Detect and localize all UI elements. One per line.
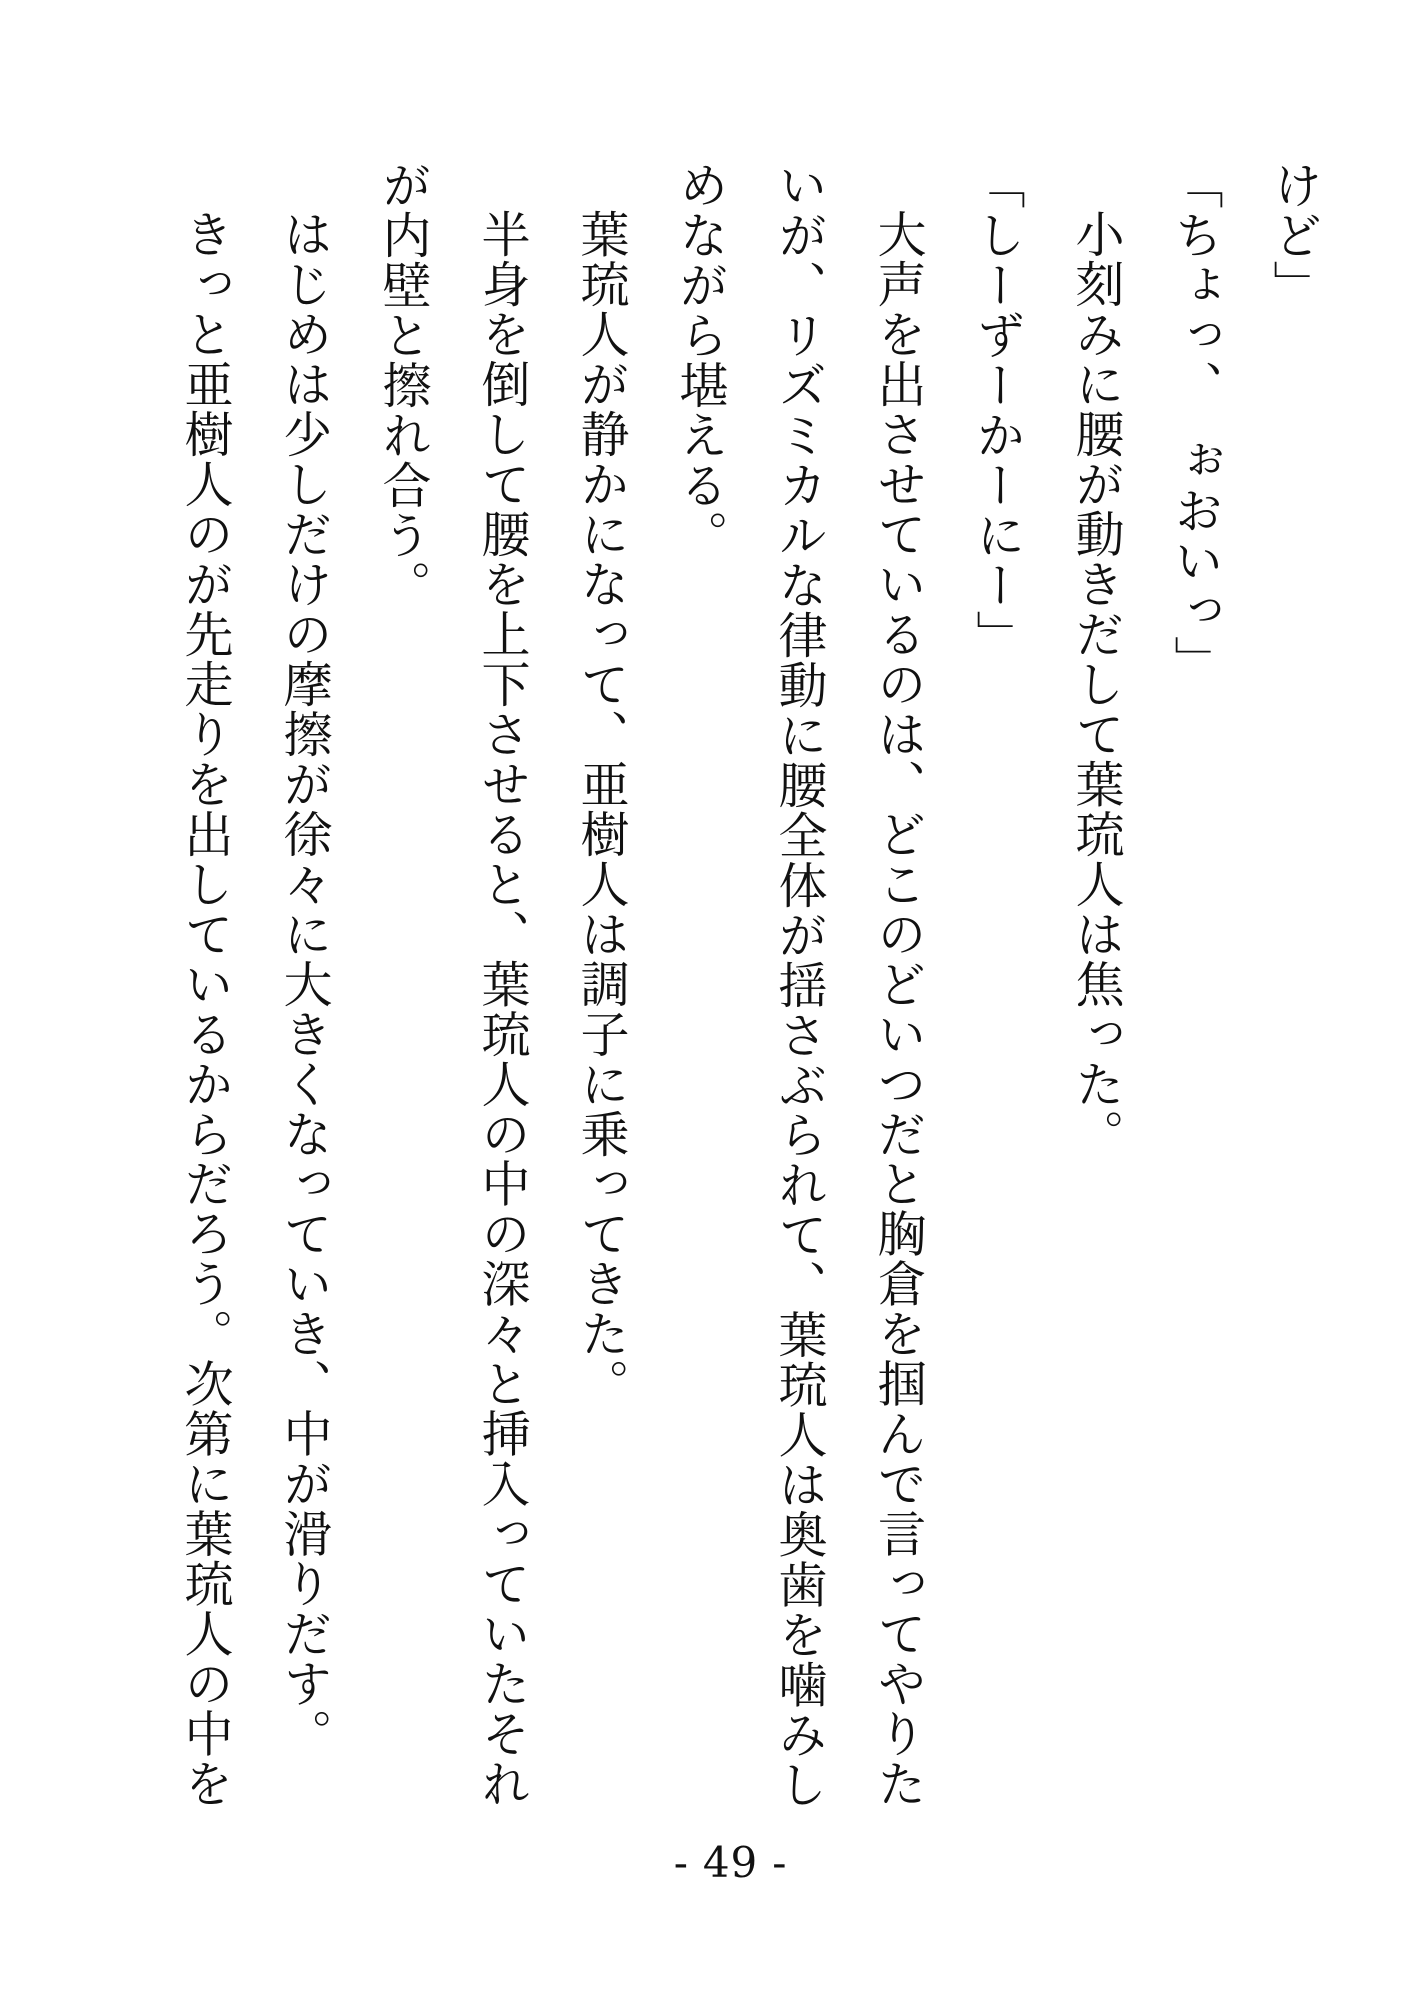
text-line: きっと亜樹人のが先走りを出しているからだろう。次第に葉琉人の中を xyxy=(177,209,234,1809)
text-line: 小刻みに腰が動きだして葉琉人は焦った。 xyxy=(1068,209,1125,1159)
text-line: けど」 xyxy=(1266,160,1323,310)
text-line: 「しーずーかーにー」 xyxy=(969,160,1026,660)
text-line: はじめは少しだけの摩擦が徐々に大きくなっていき、中が滑りだす。 xyxy=(276,209,333,1759)
text-block xyxy=(156,160,1344,1832)
text-line: めながら堪える。 xyxy=(672,160,729,560)
page-number: - 49 - xyxy=(673,1838,788,1887)
text-line: 大声を出させているのは、どこのどいつだと胸倉を掴んで言ってやりた xyxy=(870,209,927,1809)
text-line: 葉琉人が静かになって、亜樹人は調子に乗ってきた。 xyxy=(573,209,630,1409)
text-line: いが、リズミカルな律動に腰全体が揺さぶられて、葉琉人は奥歯を噛みし xyxy=(771,160,828,1810)
text-line: 半身を倒して腰を上下させると、葉琉人の中の深々と挿入っていたそれ xyxy=(474,209,531,1809)
text-line: が内壁と擦れ合う。 xyxy=(375,160,432,610)
text-line: 「ちょっ、 ぉおいっ」 xyxy=(1167,160,1224,686)
